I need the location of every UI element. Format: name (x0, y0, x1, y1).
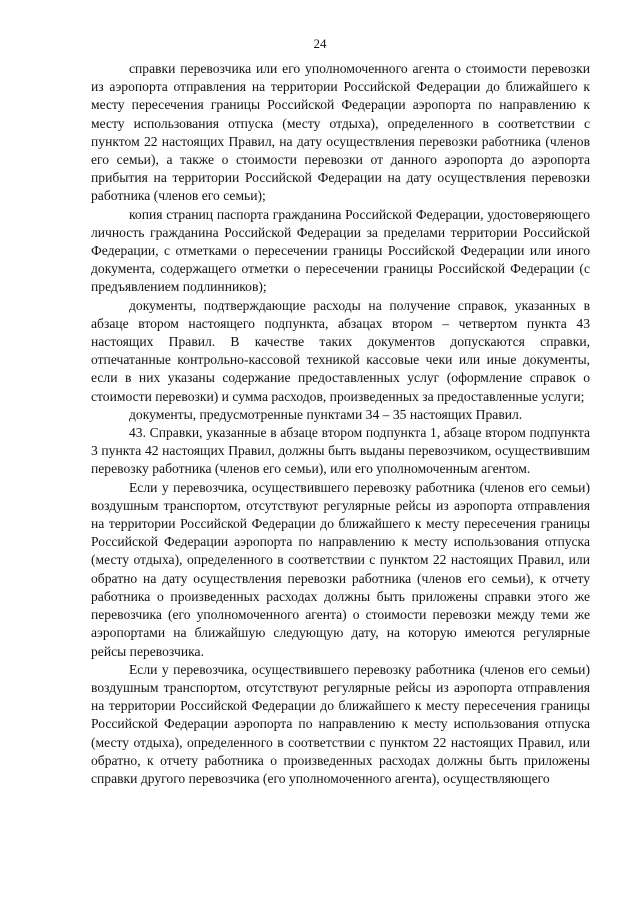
paragraph: Если у перевозчика, осуществившего перевозку работника (членов его семьи) воздушным транспортом, отсутствуют регулярные рейсы из аэропорта отправления на территории Российской Федерации до ближайшего к месту пересечения границы Российской Федерации аэропорта по направлению к месту использования отпуска (месту отдыха), определенного в соответствии с пунктом 22 настоящих Правил, или обратно, к отчету работника о произведенных расходах должны быть приложены справки другого перевозчика (его уполномоченного агента), осуществляющего (91, 661, 590, 786)
paragraph: 43. Справки, указанные в абзаце втором подпункта 1, абзаце втором подпункта 3 пункта 42 настоящих Правил, должны быть выданы перевозчиком, осуществившим перевозку работника (членов его семьи), или его уполномоченным агентом. (91, 425, 590, 477)
paragraph: Если у перевозчика, осуществившего перевозку работника (членов его семьи) воздушным транспортом, отсутствуют регулярные рейсы из аэропорта отправления на территории Российской Федерации до ближайшего к месту пересечения границы Российской Федерации аэропорта по направлению к месту использования отпуска (месту отдыха), определенного в соответствии с пунктом 22 настоящих Правил, или обратно на дату осуществления перевозки работника (членов его семьи), к отчету работника о произведенных расходах должны быть приложены справки этого же перевозчика (его уполномоченного агента) о стоимости перевозки между теми же аэропортами на ближайшую следующую дату, на которую имеются регулярные рейсы перевозчика. (91, 479, 590, 659)
paragraph: документы, предусмотренные пунктами 34 – 35 настоящих Правил. (129, 406, 523, 422)
paragraph: справки перевозчика или его уполномоченного агента о стоимости перевозки из аэропорта отправления на территории Российской Федерации до ближайшего к месту пересечения границы Российской Федерации аэропорта по направлению к месту использования отпуска (месту отдыха), определенного в соответствии с пунктом 22 настоящих Правил, на дату осуществления перевозки работника (членов его семьи), а также о стоимости перевозки от данного аэропорта до аэропорта прибытия на территории Российской Федерации на дату осуществления перевозки работника (членов его семьи); (91, 61, 590, 204)
paragraph: копия страниц паспорта гражданина Российской Федерации, удостоверяющего личность гражданина Российской Федерации за пределами территории Российской Федерации, с отметками о пересечении границы Российской Федерации или иного документа, содержащего отметки о пересечении границы Российской Федерации (с предъявлением подлинников); (91, 206, 590, 295)
document-body (91, 60, 590, 788)
page-number: 24 (313, 36, 327, 51)
paragraph: документы, подтверждающие расходы на получение справок, указанных в абзаце втором настоящего подпункта, абзацах втором – четвертом пункта 43 настоящих Правил. В качестве таких документов допускаются справки, отпечатанные контрольно-кассовой техникой кассовые чеки или иные документы, если в них указаны содержание предоставленных услуг (оформление справок о стоимости перевозки) и сумма расходов, произведенных за предоставленные услуги; (91, 297, 590, 404)
